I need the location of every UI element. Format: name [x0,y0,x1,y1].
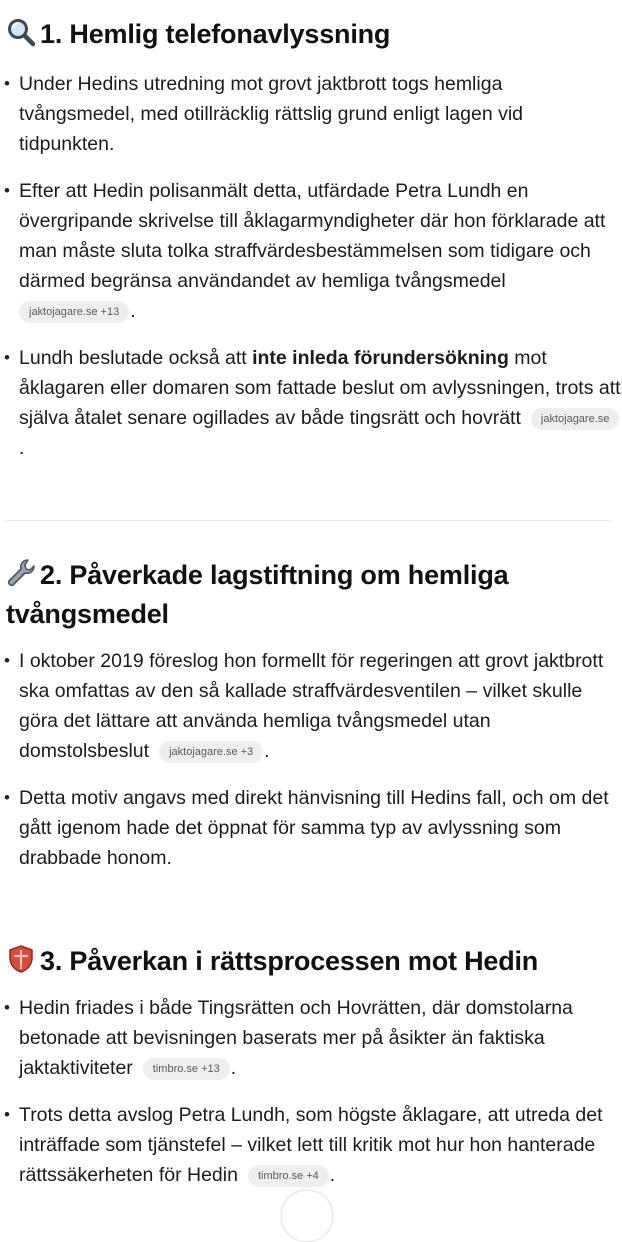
list-item: • Detta motiv angavs med direkt hänvisning till Hedins fall, och om det gått igenom hade det öppnat för samma typ av avlyssning som drabbade honom. [4,787,609,869]
list-item: • Trots detta avslog Petra Lundh, som högste åklagare, att utreda det inträffade som tjänstefel – vilket lett till kritik mot hur hon hanterade rättssäkerheten för Hedin timbro.se +4 . [4,1104,603,1186]
section-3 [0,942,622,1190]
source-citation-chip[interactable]: timbro.se +13 [143,1058,230,1080]
section-2 [0,556,622,873]
wrench-icon [6,558,40,588]
source-citation-chip[interactable]: jaktojagare.se +13 [19,301,129,323]
section-1 [0,15,622,463]
shield-icon [6,944,40,974]
source-citation-chip[interactable]: jaktojagare.se +3 [159,741,263,763]
section-divider [6,520,610,521]
bullet-list [0,69,622,463]
source-citation-chip[interactable]: jaktojagare.se [531,408,620,430]
list-item: • Efter att Hedin polisanmält detta, utfärdade Petra Lundh en övergripande skrivelse till åklagarmyndigheter där hon förklarade att man måste sluta tolka straffvärdesbestämmelsen som tidigare och därmed begränsa användandet av hemliga tvångsmedel jaktojagare.se +13 . [4,180,606,322]
section-heading: 1. Hemlig telefonavlyssning [6,15,622,54]
magnifying-glass-icon [6,17,40,47]
list-item: • I oktober 2019 föreslog hon formellt för regeringen att grovt jaktbrott ska omfattas av den så kallade straffvärdesventilen – vilket skulle göra det lättare att använda hemliga tvångsmedel utan domstolsbeslut jaktojagare.se +3 . [4,650,604,762]
section-heading: 3. Påverkan i rättsprocessen mot Hedin [6,942,622,981]
scroll-down-button[interactable] [281,1190,333,1242]
bullet-list [0,646,622,873]
bullet-list [0,993,622,1190]
list-item: • Under Hedins utredning mot grovt jaktbrott togs hemliga tvångsmedel, med otillräcklig rättslig grund enligt lagen vid tidpunkten. [4,73,524,155]
section-heading: 2. Påverkade lagstiftning om hemliga tvångsmedel [6,560,509,629]
source-citation-chip[interactable]: timbro.se +4 [248,1165,329,1187]
list-item: • Lundh beslutade också att inte inleda förundersökning mot åklagaren eller domaren som fattade beslut om avlyssningen, trots att själva åtalet senare ogillades av både tingsrätt och hovrätt jaktojagare.se. [4,347,621,459]
list-item: • Hedin friades i både Tingsrätten och Hovrätten, där domstolarna betonade att bevisningen baserats mer på åsikter än faktiska jaktaktiviteter timbro.se +13 . [4,997,573,1079]
